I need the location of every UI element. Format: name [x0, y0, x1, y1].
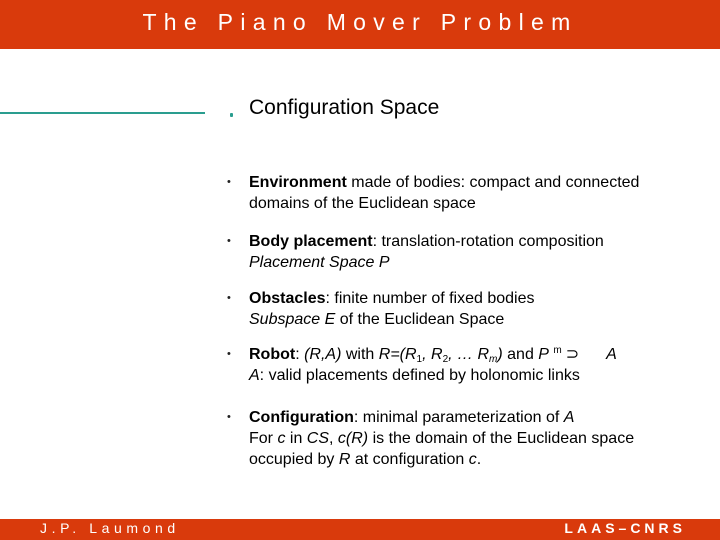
- math-r: R: [338, 451, 351, 468]
- bullet-marker: •: [227, 176, 231, 188]
- math-r: R=(R: [378, 346, 417, 363]
- term-obstacles: Obstacles: [249, 290, 326, 307]
- bullet-text: of the Euclidean Space: [335, 311, 505, 328]
- bullet-configuration: [249, 407, 709, 470]
- decorative-rule: [0, 112, 205, 114]
- bullet-text: and: [502, 346, 539, 363]
- math-sep: ): [497, 346, 503, 363]
- bullet-text: is the domain of the Euclidean space: [368, 430, 635, 447]
- term-environment: Environment: [249, 174, 347, 191]
- term-body-placement: Body placement: [249, 233, 373, 250]
- bullet-obstacles: [249, 288, 709, 330]
- lab-name: LAAS–CNRS: [564, 520, 686, 536]
- math-a: A: [606, 346, 617, 363]
- bullet-marker: •: [227, 292, 231, 304]
- superset-symbol: ⊃: [565, 346, 580, 363]
- bullet-text: with: [341, 346, 379, 363]
- author-name: J.P. Laumond: [40, 520, 180, 536]
- bullet-text: made of bodies: compact and connected: [346, 174, 640, 191]
- math-r: R: [431, 346, 443, 363]
- bullet-text: occupied by: [249, 451, 339, 468]
- math-r: R: [477, 346, 490, 363]
- bullet-marker: •: [227, 348, 231, 360]
- math-c: c: [277, 430, 286, 447]
- bullet-robot: [249, 344, 709, 386]
- decorative-rule-dot: [230, 113, 233, 117]
- bullet-marker: •: [227, 235, 231, 247]
- bullet-text: : minimal parameterization of: [353, 409, 564, 426]
- math-sep: ,: [422, 346, 431, 363]
- math-a: A: [249, 367, 260, 384]
- bullet-text: : translation-rotation composition: [372, 233, 604, 250]
- math-cr: c(R): [337, 430, 369, 447]
- math-sup: m: [553, 345, 562, 356]
- bullet-text: : finite number of fixed bodies: [325, 290, 535, 307]
- bullet-marker: •: [227, 411, 231, 423]
- math-sub: 2: [442, 354, 449, 365]
- bullet-text: :: [295, 346, 305, 363]
- title-bar: [0, 0, 720, 49]
- math-p: P: [538, 346, 549, 363]
- bullet-text: : valid placements defined by holonomic links: [259, 367, 580, 384]
- math-ra: (R,A): [304, 346, 342, 363]
- bullet-environment: [249, 172, 709, 214]
- bullet-text: Placement Space P: [249, 254, 390, 271]
- footer-bar: [0, 519, 720, 540]
- math-sub: m: [489, 354, 498, 365]
- slide-title: The Piano Mover Problem: [142, 9, 578, 35]
- bullet-text: domains of the Euclidean space: [249, 195, 476, 212]
- term-configuration: Configuration: [249, 409, 354, 426]
- bullet-text: Subspace E: [249, 311, 336, 328]
- section-heading: Configuration Space: [249, 96, 440, 119]
- bullet-text: in: [285, 430, 307, 447]
- math-a: A: [563, 409, 575, 426]
- math-sub: 1: [416, 354, 423, 365]
- term-robot: Robot: [249, 346, 296, 363]
- bullet-body-placement: [249, 231, 709, 273]
- bullet-text: at configuration: [350, 451, 469, 468]
- bullet-text: .: [476, 451, 482, 468]
- bullet-text: For: [249, 430, 278, 447]
- math-c: c: [468, 451, 477, 468]
- math-sep: , …: [448, 346, 478, 363]
- math-cs: CS: [306, 430, 330, 447]
- bullet-text: ,: [329, 430, 338, 447]
